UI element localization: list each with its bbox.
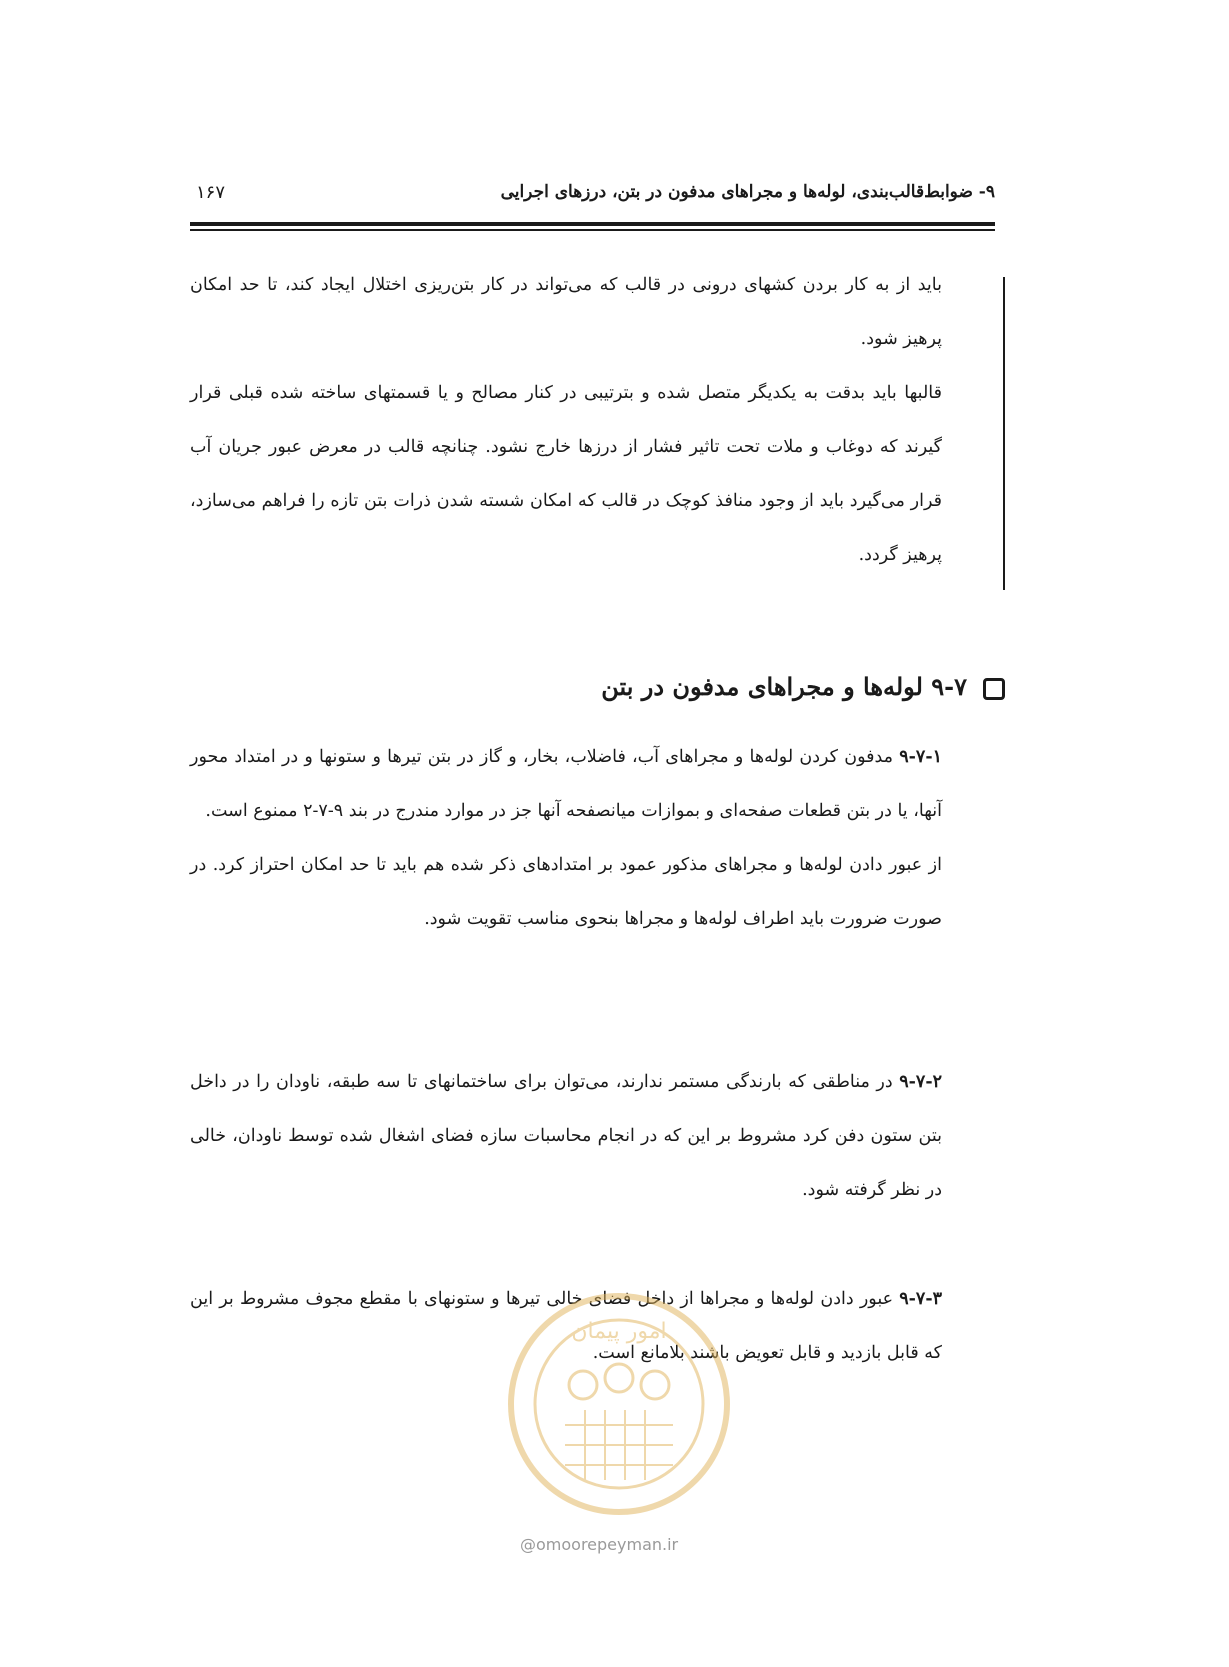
section-heading bbox=[560, 672, 1005, 712]
stamp-text: امور پیمان bbox=[571, 1319, 667, 1344]
clause-paragraph bbox=[190, 730, 942, 838]
clause-2 bbox=[190, 1055, 942, 1217]
paragraph: از عبور دادن لوله‌ها و مجراهای مذکور عمود بر امتدادهای ذکر شده هم باید تا حد امکان احتراز کرد. در صورت ضرورت باید اطراف لوله‌ها و مجراها بنحوی مناسب تقویت شود. bbox=[190, 855, 942, 929]
revision-bar bbox=[1003, 277, 1005, 590]
section-title: ۹-۷ لوله‌ها و مجراهای مدفون در بتن bbox=[601, 672, 967, 701]
clause-paragraph bbox=[190, 1055, 942, 1217]
clause-number: ۹-۷-۳ bbox=[899, 1289, 942, 1309]
clause-1 bbox=[190, 730, 942, 946]
header-rule-thick bbox=[190, 222, 995, 226]
page-header bbox=[190, 182, 995, 204]
intro-block bbox=[190, 258, 942, 582]
running-head: ۹- ضوابط‌قالب‌بندی، لوله‌ها و مجراهای مدفون در بتن، درزهای اجرایی bbox=[500, 182, 995, 202]
clause-text: مدفون کردن لوله‌ها و مجراهای آب، فاضلاب، بخار، و گاز در بتن تیرها و ستونها و در امتداد محور آنها، یا در بتن قطعات صفحه‌ای و بموازات میانصفحه آنها جز در موارد مندرج در بند ۹-۷-۲ ممنوع است. bbox=[190, 747, 942, 821]
watermark-url: @omoorepeyman.ir bbox=[520, 1535, 679, 1554]
stamp-watermark bbox=[505, 1290, 733, 1518]
clause-number: ۹-۷-۱ bbox=[899, 747, 942, 767]
clause-text: عبور دادن لوله‌ها و مجراها از داخل فضای خالی تیرها و ستونهای با مقطع مجوف مشروط بر این که قابل بازدید و قابل تعویض باشند بلامانع است. bbox=[190, 1289, 942, 1363]
page-number: ۱۶۷ bbox=[196, 182, 226, 203]
header-rule-thin bbox=[190, 229, 995, 231]
paragraph: باید از به کار بردن کشهای درونی در قالب که می‌تواند در کار بتن‌ریزی اختلال ایجاد کند، تا حد امکان پرهیز شود. bbox=[190, 275, 942, 349]
clause-number: ۹-۷-۲ bbox=[899, 1072, 942, 1092]
clause-text: در مناطقی که بارندگی مستمر ندارند، می‌توان برای ساختمانهای تا سه طبقه، ناودان را در داخل بتن ستون دفن کرد مشروط بر این که در انجام محاسبات سازه فضای اشغال شده توسط ناودان، خالی در نظر گرفته شود. bbox=[190, 1072, 942, 1200]
paragraph: قالبها باید بدقت به یکدیگر متصل شده و بترتیبی در کنار مصالح و یا قسمتهای ساخته شده قبلی قرار گیرند که دوغاب و ملات تحت تاثیر فشار از درزها خارج نشود. چنانچه قالب در معرض عبور جریان آب قرار می‌گیرد باید از وجود منافذ کوچک در قالب که امکان شسته شدن ذرات بتن تازه را فراهم می‌سازد، پرهیز گردد. bbox=[190, 383, 942, 565]
checkbox-icon bbox=[983, 678, 1005, 700]
